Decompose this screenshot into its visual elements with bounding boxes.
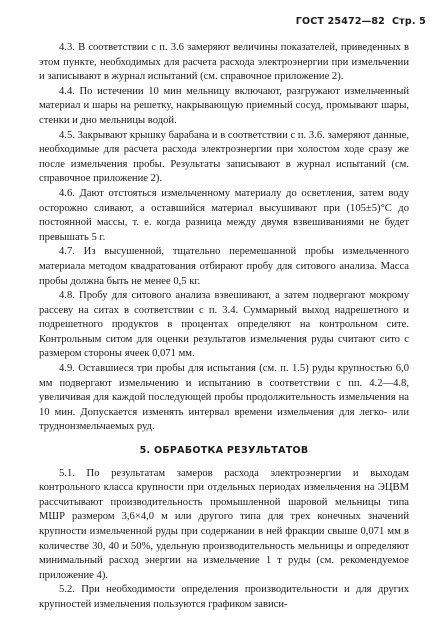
- paragraph-4-5: 4.5. Закрывают крышку барабана и в соответствии с п. 3.6. замеряют данные, необходимые для расчета расхода электроэнергии при холостом ходе сразу же после измельчения пробы. Результаты записывают в журнал испытаний (см. справочное приложение 2).: [39, 129, 409, 185]
- paragraph-4-8: 4.8. Пробу для ситового анализа взвешивают, а затем подвергают мокрому рассеву на ситах в соответствии с п. 3.4. Суммарный выход надрешетного и подрешетного продуктов в процентах определяют на контрольном сите. Контрольным ситом для оценки результатов измельчения руды считают сито с размером стороны ячеек 0,071 мм.: [39, 290, 409, 360]
- paragraph-5-2: 5.2. При необходимости определения производительности и для других крупностей измельчения пользуются графиком зависи-: [39, 584, 409, 610]
- paragraph-4-3: 4.3. В соответствии с п. 3.6 замеряют величины показателей, приведенных в этом пункте, необходимых для расчета расхода электроэнергии при измельчении и записывают в журнал испытаний (см. справочное приложение 2).: [39, 42, 409, 83]
- document-body: [39, 41, 409, 613]
- page-header: [296, 16, 426, 27]
- paragraph-4-4: 4.4. По истечении 10 мин мельницу включают, разгружают измельченный материал и шары на решетку, накрывающую приемный сосуд, промывают шары, стенки и дно мельницы водой.: [39, 85, 409, 126]
- paragraph-4-9: 4.9. Оставшиеся три пробы для испытания (см. п. 1.5) руды крупностью 6,0 мм подвергают измельчению и испытанию в соответствии с пп. 4.2—4.8, увеличивая для каждой последующей пробы продолжительность измельчения на 10 мин. Допускается изменять интервал времени измельчения для легко- или труднонзмельчаемых руд.: [39, 363, 409, 433]
- standard-number: ГОСТ 25472—82: [295, 16, 385, 27]
- page-number: Стр. 5: [391, 16, 426, 27]
- section-title: 5. ОБРАБОТКА РЕЗУЛЬТАТОВ: [139, 445, 309, 457]
- paragraph-5-1: 5.1. По результатам замеров расхода электроэнергии и выходам контрольного класса крупности при отдельных периодах измельчения на ЭЦВМ рассчитывают производительность промышленной шаровой мельницы типа МШР размером 3,6×4,0 м или другого типа для трех конечных значений крупности измельченной руды при содержании в ней фракции свыше 0,071 мм в количестве 30, 40 и 50%, удельную производительность мельницы и определяют минимальный расход энергии на измельчение 1 т руды (см. рекомендуемое приложение 4).: [39, 467, 409, 581]
- paragraph-4-6: 4.6. Дают отстояться измельченному материалу до осветления, затем воду осторожно сливают, а оставшийся материал высушивают при (105±5)°С до постоянной массы, т. е. когда разница между двумя взвешиваниями не будет превышать 5 г.: [39, 187, 409, 243]
- paragraph-4-7: 4.7. Из высушенной, тщательно перемешанной пробы измельченного материала методом квадратования отбирают пробу для ситового анализа. Масса пробы должна быть не менее 0,5 кг.: [39, 246, 409, 287]
